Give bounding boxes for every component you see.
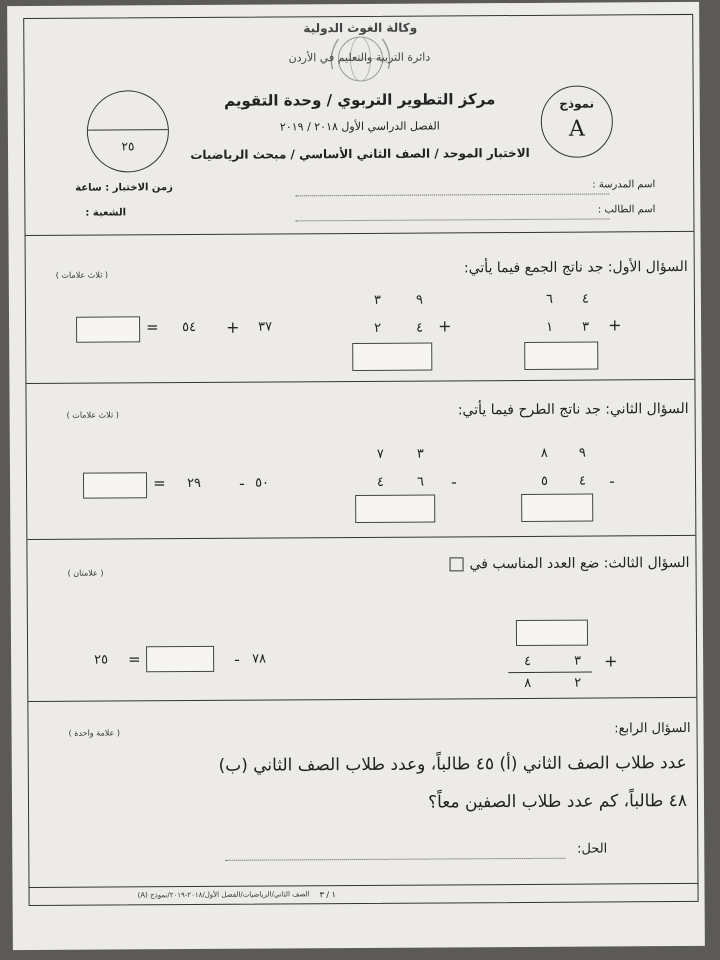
model-label: نموذج	[559, 96, 595, 111]
q3-a-result-2: ٨	[524, 675, 532, 691]
model-circle	[541, 85, 613, 157]
exam-frame	[23, 14, 698, 906]
q1-c-left: ٣٧	[258, 319, 273, 335]
q2-c-left: ٥٠	[254, 475, 270, 491]
q4-title: السؤال الرابع:	[614, 720, 691, 737]
q3-c-eq: =	[128, 650, 141, 669]
q2-minus-b: -	[450, 472, 457, 492]
q2-c-eq: =	[152, 474, 166, 493]
q1-a-bottom-2: ١	[546, 319, 554, 335]
q2-c-minus: -	[238, 473, 245, 493]
q3-a-bottom-1: ٣	[574, 653, 582, 669]
q1-b-answer-box[interactable]	[352, 343, 432, 371]
model-letter: A	[568, 116, 585, 142]
time-label: زمن الاختبار : ساعة	[75, 182, 173, 194]
student-label: اسم الطالب :	[597, 204, 656, 216]
center-name: مركز التطوير التربوي / وحدة التقويم	[223, 90, 496, 110]
q3-c-left: ٧٨	[252, 651, 267, 667]
q2-b-answer-box[interactable]	[355, 495, 435, 523]
q1-title: السؤال الأول: جد ناتج الجمع فيما يأتي:	[463, 258, 688, 277]
q2-a-top-1: ٩	[578, 445, 586, 461]
q1-a-top-1: ٤	[581, 291, 589, 307]
q3-c-answer-box[interactable]	[146, 646, 214, 672]
q1-b-bottom-2: ٢	[374, 320, 382, 336]
q3-c-minus: -	[234, 649, 240, 669]
q4-answer-field[interactable]	[225, 858, 565, 861]
q2-title: السؤال الثاني: جد ناتج الطرح فيما يأتي:	[457, 400, 689, 419]
q1-b-top-1: ٩	[415, 292, 423, 308]
q3-a-result-1: ٢	[574, 675, 582, 691]
divider-q2	[27, 535, 695, 540]
q1-plus-b: +	[438, 316, 452, 336]
q4-line1: عدد طلاب الصف الثاني (أ) ٤٥ طالباً، وعدد طلاب الصف الثاني (ب)	[218, 752, 687, 776]
q1-a-answer-box[interactable]	[524, 342, 598, 370]
q3-plus: +	[604, 651, 618, 671]
q3-title	[449, 555, 690, 572]
q3-c-right: ٢٥	[94, 652, 109, 668]
q3-a-missing-box[interactable]	[516, 620, 588, 646]
q2-minus-a: -	[608, 471, 615, 491]
divider-footer	[30, 883, 698, 888]
department-name: دائرة التربية والتعليم في الأردن	[288, 50, 431, 65]
q1-c-plus: +	[226, 317, 240, 337]
score-total: ٢٥	[121, 139, 135, 154]
q1-b-top-2: ٣	[373, 292, 381, 308]
q3-title-text: السؤال الثالث: ضع العدد المناسب في	[469, 554, 690, 573]
score-circle	[87, 90, 169, 172]
term-text: الفصل الدراسي الأول ٢٠١٨ / ٢٠١٩	[279, 119, 440, 134]
divider-q1	[26, 379, 694, 384]
q4-line2: ٤٨ طالباً، كم عدد طلاب الصفين معاً؟	[428, 790, 688, 813]
divider-q3	[28, 697, 696, 702]
q3-marks: ( علامتان )	[67, 568, 104, 578]
q1-marks: ( ثلاث علامات )	[55, 270, 109, 280]
q1-c-eq: =	[146, 318, 159, 337]
q4-answer-label: الحل:	[577, 841, 608, 857]
school-label: اسم المدرسة :	[592, 179, 656, 191]
q4-marks: ( علامة واحدة )	[68, 728, 121, 738]
footer-note: الصف الثاني/الرياضيات/الفصل الأول/٢٠١٨-٢٠١٩/نموذج (A)	[137, 890, 310, 900]
q2-a-bottom-2: ٥	[540, 473, 549, 489]
agency-name: وكالة الغوث الدولية	[303, 20, 418, 36]
divider-header	[26, 231, 694, 236]
exam-text: الاختبار الموحد / الصف الثاني الأساسي / مبحث الرياضيات	[190, 145, 530, 163]
student-field[interactable]	[295, 218, 609, 221]
q2-b-top-1: ٣	[416, 446, 424, 462]
q2-a-top-2: ٨	[540, 445, 548, 461]
q2-a-answer-box[interactable]	[521, 494, 593, 522]
q1-b-bottom-1: ٤	[416, 320, 424, 336]
q1-plus-a: +	[608, 315, 622, 335]
q2-b-bottom-2: ٤	[376, 474, 385, 490]
q2-c-answer-box[interactable]	[83, 472, 147, 498]
exam-sheet	[7, 2, 705, 950]
q3-a-bottom-2: ٤	[524, 653, 532, 669]
section-label: الشعبة :	[85, 207, 127, 219]
q3-box-glyph	[449, 557, 463, 571]
q1-c-right: ٥٤	[182, 319, 197, 336]
q2-b-top-2: ٧	[376, 446, 384, 462]
q2-c-right: ٢٩	[186, 475, 202, 492]
q2-b-bottom-1: ٦	[416, 474, 425, 490]
q1-c-answer-box[interactable]	[76, 316, 140, 342]
q2-marks: ( ثلاث علامات )	[66, 410, 119, 420]
q1-a-bottom-1: ٣	[582, 319, 590, 335]
q2-a-bottom-1: ٤	[578, 473, 587, 489]
q3-sum-line	[508, 672, 592, 674]
footer-page: ١ / ٣	[319, 890, 336, 900]
q1-a-top-2: ٦	[545, 291, 553, 307]
school-field[interactable]	[295, 193, 609, 196]
